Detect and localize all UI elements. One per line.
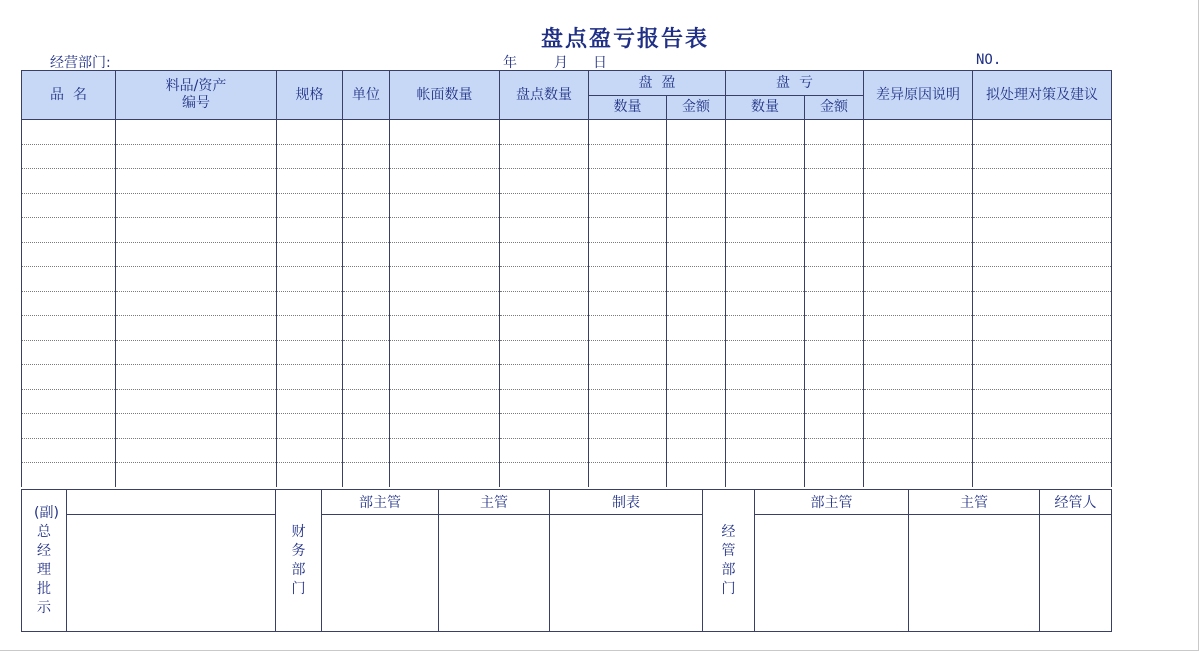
- header-code-line2: 编号: [182, 95, 210, 111]
- table-cell[interactable]: [973, 414, 1112, 439]
- table-cell[interactable]: [390, 389, 500, 414]
- finance-supervisor-label: 主管: [439, 490, 550, 515]
- table-cell[interactable]: [589, 193, 667, 218]
- table-cell[interactable]: [22, 193, 116, 218]
- table-cell[interactable]: [973, 218, 1112, 243]
- table-cell[interactable]: [343, 120, 390, 145]
- table-cell[interactable]: [589, 242, 667, 267]
- table-cell[interactable]: [589, 438, 667, 463]
- table-cell[interactable]: [500, 120, 589, 145]
- table-cell[interactable]: [277, 463, 343, 487]
- table-cell[interactable]: [667, 463, 726, 487]
- table-cell[interactable]: [864, 193, 973, 218]
- table-cell[interactable]: [390, 242, 500, 267]
- table-cell[interactable]: [805, 389, 864, 414]
- finance-preparer-label: 制表: [550, 490, 703, 515]
- table-cell[interactable]: [22, 365, 116, 390]
- table-cell[interactable]: [667, 242, 726, 267]
- table-cell[interactable]: [973, 316, 1112, 341]
- table-cell[interactable]: [973, 365, 1112, 390]
- table-cell[interactable]: [390, 340, 500, 365]
- ops-handler-label: 经管人: [1040, 490, 1112, 515]
- table-cell[interactable]: [805, 267, 864, 292]
- table-cell[interactable]: [864, 169, 973, 194]
- table-row: [22, 242, 1112, 267]
- table-cell[interactable]: [667, 365, 726, 390]
- table-cell[interactable]: [667, 193, 726, 218]
- table-cell[interactable]: [22, 267, 116, 292]
- table-row: [22, 463, 1112, 487]
- table-cell[interactable]: [805, 463, 864, 487]
- table-cell[interactable]: [277, 340, 343, 365]
- table-cell[interactable]: [726, 438, 805, 463]
- table-cell[interactable]: [277, 144, 343, 169]
- table-cell[interactable]: [500, 144, 589, 169]
- day-label: 日: [593, 55, 607, 71]
- table-cell[interactable]: [500, 242, 589, 267]
- table-row: [22, 389, 1112, 414]
- table-cell[interactable]: [22, 438, 116, 463]
- table-cell[interactable]: [864, 267, 973, 292]
- table-cell[interactable]: [589, 365, 667, 390]
- table-cell[interactable]: [500, 340, 589, 365]
- table-cell[interactable]: [343, 291, 390, 316]
- finance-head-label: 部主管: [322, 490, 439, 515]
- table-cell[interactable]: [277, 365, 343, 390]
- table-cell[interactable]: [805, 169, 864, 194]
- table-cell[interactable]: [805, 316, 864, 341]
- table-cell[interactable]: [277, 242, 343, 267]
- table-cell[interactable]: [500, 316, 589, 341]
- table-cell[interactable]: [277, 389, 343, 414]
- signature-table: [21, 489, 1112, 632]
- table-cell[interactable]: [864, 218, 973, 243]
- table-cell[interactable]: [116, 218, 277, 243]
- table-body: [22, 120, 1112, 487]
- header-unit: 单位: [343, 71, 390, 120]
- table-cell[interactable]: [726, 291, 805, 316]
- table-cell[interactable]: [116, 340, 277, 365]
- table-cell[interactable]: [667, 438, 726, 463]
- table-cell[interactable]: [116, 365, 277, 390]
- table-cell[interactable]: [22, 340, 116, 365]
- table-row: [22, 316, 1112, 341]
- table-cell[interactable]: [864, 144, 973, 169]
- header-surplus-qty: 数量: [589, 96, 667, 120]
- table-cell[interactable]: [22, 242, 116, 267]
- ops-supervisor-sign-cell[interactable]: [909, 515, 1040, 632]
- table-cell[interactable]: [973, 463, 1112, 487]
- table-cell[interactable]: [667, 218, 726, 243]
- table-cell[interactable]: [973, 242, 1112, 267]
- gm-approval-top-cell[interactable]: [67, 490, 276, 515]
- table-cell[interactable]: [864, 340, 973, 365]
- table-cell[interactable]: [390, 193, 500, 218]
- table-cell[interactable]: [973, 120, 1112, 145]
- table-cell[interactable]: [805, 144, 864, 169]
- table-cell[interactable]: [22, 218, 116, 243]
- table-cell[interactable]: [390, 291, 500, 316]
- ops-head-sign-cell[interactable]: [755, 515, 909, 632]
- finance-dept-label: 财务部门: [276, 490, 322, 632]
- table-cell[interactable]: [973, 193, 1112, 218]
- table-cell[interactable]: [500, 218, 589, 243]
- header-deficit-qty: 数量: [726, 96, 805, 120]
- table-cell[interactable]: [973, 291, 1112, 316]
- table-cell[interactable]: [390, 267, 500, 292]
- table-cell[interactable]: [390, 218, 500, 243]
- table-cell[interactable]: [390, 414, 500, 439]
- table-cell[interactable]: [390, 463, 500, 487]
- table-cell[interactable]: [343, 316, 390, 341]
- table-cell[interactable]: [589, 316, 667, 341]
- table-cell[interactable]: [667, 144, 726, 169]
- table-cell[interactable]: [22, 316, 116, 341]
- month-label: 月: [554, 55, 568, 71]
- table-cell[interactable]: [805, 365, 864, 390]
- finance-preparer-sign-cell[interactable]: [550, 515, 703, 632]
- table-cell[interactable]: [589, 340, 667, 365]
- dept-label: 经营部门:: [50, 55, 111, 71]
- table-cell[interactable]: [116, 389, 277, 414]
- table-cell[interactable]: [726, 316, 805, 341]
- table-cell[interactable]: [973, 438, 1112, 463]
- table-cell[interactable]: [667, 340, 726, 365]
- table-cell[interactable]: [864, 242, 973, 267]
- table-cell[interactable]: [726, 169, 805, 194]
- gm-approval-label: (副)总经理批示: [22, 490, 67, 632]
- table-cell[interactable]: [864, 463, 973, 487]
- table-cell[interactable]: [726, 463, 805, 487]
- table-cell[interactable]: [116, 438, 277, 463]
- table-cell[interactable]: [805, 414, 864, 439]
- table-row: [22, 365, 1112, 390]
- table-cell[interactable]: [116, 242, 277, 267]
- table-cell[interactable]: [343, 438, 390, 463]
- table-cell[interactable]: [864, 291, 973, 316]
- table-cell[interactable]: [116, 267, 277, 292]
- table-cell[interactable]: [864, 120, 973, 145]
- table-cell[interactable]: [500, 267, 589, 292]
- table-cell[interactable]: [805, 218, 864, 243]
- table-cell[interactable]: [277, 438, 343, 463]
- table-cell[interactable]: [22, 144, 116, 169]
- table-cell[interactable]: [22, 389, 116, 414]
- table-cell[interactable]: [726, 120, 805, 145]
- table-cell[interactable]: [726, 242, 805, 267]
- table-cell[interactable]: [726, 144, 805, 169]
- table-cell[interactable]: [500, 169, 589, 194]
- header-deficit-amount: 金额: [805, 96, 864, 120]
- table-cell[interactable]: [390, 169, 500, 194]
- ops-supervisor-label: 主管: [909, 490, 1040, 515]
- table-cell[interactable]: [22, 463, 116, 487]
- table-cell[interactable]: [864, 414, 973, 439]
- table-row: [22, 340, 1112, 365]
- table-cell[interactable]: [22, 169, 116, 194]
- year-label: 年: [503, 55, 517, 71]
- table-cell[interactable]: [589, 218, 667, 243]
- table-cell[interactable]: [22, 120, 116, 145]
- table-cell[interactable]: [973, 169, 1112, 194]
- finance-supervisor-sign-cell[interactable]: [439, 515, 550, 632]
- table-cell[interactable]: [589, 463, 667, 487]
- header-name: 品 名: [22, 71, 116, 120]
- table-row: [22, 438, 1112, 463]
- table-cell[interactable]: [116, 291, 277, 316]
- header-code: [116, 71, 277, 120]
- gm-approval-cell[interactable]: [67, 515, 276, 632]
- table-row: [22, 120, 1112, 145]
- ops-head-label: 部主管: [755, 490, 909, 515]
- table-row: [22, 414, 1112, 439]
- ops-handler-sign-cell[interactable]: [1040, 515, 1112, 632]
- table-cell[interactable]: [667, 414, 726, 439]
- header-spec: 规格: [277, 71, 343, 120]
- table-cell[interactable]: [589, 389, 667, 414]
- table-cell[interactable]: [343, 193, 390, 218]
- table-cell[interactable]: [116, 193, 277, 218]
- table-row: [22, 218, 1112, 243]
- table-cell[interactable]: [116, 316, 277, 341]
- finance-head-sign-cell[interactable]: [322, 515, 439, 632]
- table-row: [22, 267, 1112, 292]
- table-cell[interactable]: [864, 365, 973, 390]
- table-cell[interactable]: [277, 218, 343, 243]
- table-cell[interactable]: [343, 414, 390, 439]
- table-cell[interactable]: [667, 169, 726, 194]
- table-cell[interactable]: [116, 169, 277, 194]
- table-cell[interactable]: [589, 267, 667, 292]
- table-cell[interactable]: [500, 193, 589, 218]
- table-cell[interactable]: [805, 438, 864, 463]
- table-cell[interactable]: [390, 438, 500, 463]
- table-cell[interactable]: [390, 144, 500, 169]
- table-cell[interactable]: [500, 389, 589, 414]
- table-cell[interactable]: [277, 120, 343, 145]
- table-cell[interactable]: [343, 144, 390, 169]
- table-cell[interactable]: [343, 242, 390, 267]
- table-row: [22, 169, 1112, 194]
- no-label: NO.: [976, 52, 1002, 68]
- table-cell[interactable]: [726, 267, 805, 292]
- table-cell[interactable]: [277, 193, 343, 218]
- table-cell[interactable]: [500, 438, 589, 463]
- table-cell[interactable]: [973, 340, 1112, 365]
- table-cell[interactable]: [726, 389, 805, 414]
- report-title: 盘点盈亏报告表: [540, 26, 709, 52]
- table-cell[interactable]: [667, 291, 726, 316]
- table-cell[interactable]: [343, 169, 390, 194]
- header-surplus: 盘 盈: [589, 71, 726, 96]
- table-row: [22, 193, 1112, 218]
- table-cell[interactable]: [116, 414, 277, 439]
- header-surplus-amount: 金额: [667, 96, 726, 120]
- table-cell[interactable]: [390, 365, 500, 390]
- table-cell[interactable]: [343, 463, 390, 487]
- table-cell[interactable]: [667, 120, 726, 145]
- table-cell[interactable]: [116, 120, 277, 145]
- table-cell[interactable]: [805, 291, 864, 316]
- table-cell[interactable]: [805, 120, 864, 145]
- table-cell[interactable]: [277, 291, 343, 316]
- table-cell[interactable]: [973, 267, 1112, 292]
- table-cell[interactable]: [500, 414, 589, 439]
- table-cell[interactable]: [589, 120, 667, 145]
- header-count-qty: 盘点数量: [500, 71, 589, 120]
- header-action: 拟处理对策及建议: [973, 71, 1112, 120]
- table-cell[interactable]: [589, 291, 667, 316]
- table-cell[interactable]: [667, 316, 726, 341]
- table-cell[interactable]: [116, 463, 277, 487]
- table-cell[interactable]: [973, 389, 1112, 414]
- table-cell[interactable]: [500, 291, 589, 316]
- table-row: [22, 144, 1112, 169]
- table-cell[interactable]: [343, 389, 390, 414]
- header-deficit: 盘 亏: [726, 71, 864, 96]
- table-cell[interactable]: [589, 144, 667, 169]
- ops-dept-label: 经管部门: [703, 490, 755, 632]
- table-row: [22, 291, 1112, 316]
- header-book-qty: 帐面数量: [390, 71, 500, 120]
- header-reason: 差异原因说明: [864, 71, 973, 120]
- table-cell[interactable]: [277, 316, 343, 341]
- table-cell[interactable]: [726, 365, 805, 390]
- table-cell[interactable]: [864, 438, 973, 463]
- table-cell[interactable]: [277, 267, 343, 292]
- table-cell[interactable]: [589, 414, 667, 439]
- table-cell[interactable]: [22, 291, 116, 316]
- table-cell[interactable]: [973, 144, 1112, 169]
- table-cell[interactable]: [589, 169, 667, 194]
- table-cell[interactable]: [864, 316, 973, 341]
- table-cell[interactable]: [805, 340, 864, 365]
- table-cell[interactable]: [277, 414, 343, 439]
- table-cell[interactable]: [277, 169, 343, 194]
- table-cell[interactable]: [805, 242, 864, 267]
- table-cell[interactable]: [116, 144, 277, 169]
- table-cell[interactable]: [500, 365, 589, 390]
- table-cell[interactable]: [22, 414, 116, 439]
- report-table: [21, 70, 1112, 487]
- table-cell[interactable]: [390, 316, 500, 341]
- table-cell[interactable]: [343, 218, 390, 243]
- table-cell[interactable]: [805, 193, 864, 218]
- table-cell[interactable]: [726, 193, 805, 218]
- table-cell[interactable]: [667, 267, 726, 292]
- header-code-line1: 料品/资产: [165, 78, 227, 94]
- table-cell[interactable]: [864, 389, 973, 414]
- table-cell[interactable]: [726, 340, 805, 365]
- table-cell[interactable]: [343, 340, 390, 365]
- table-cell[interactable]: [500, 463, 589, 487]
- table-cell[interactable]: [667, 389, 726, 414]
- table-cell[interactable]: [726, 414, 805, 439]
- table-cell[interactable]: [343, 267, 390, 292]
- table-cell[interactable]: [726, 218, 805, 243]
- table-cell[interactable]: [390, 120, 500, 145]
- table-cell[interactable]: [343, 365, 390, 390]
